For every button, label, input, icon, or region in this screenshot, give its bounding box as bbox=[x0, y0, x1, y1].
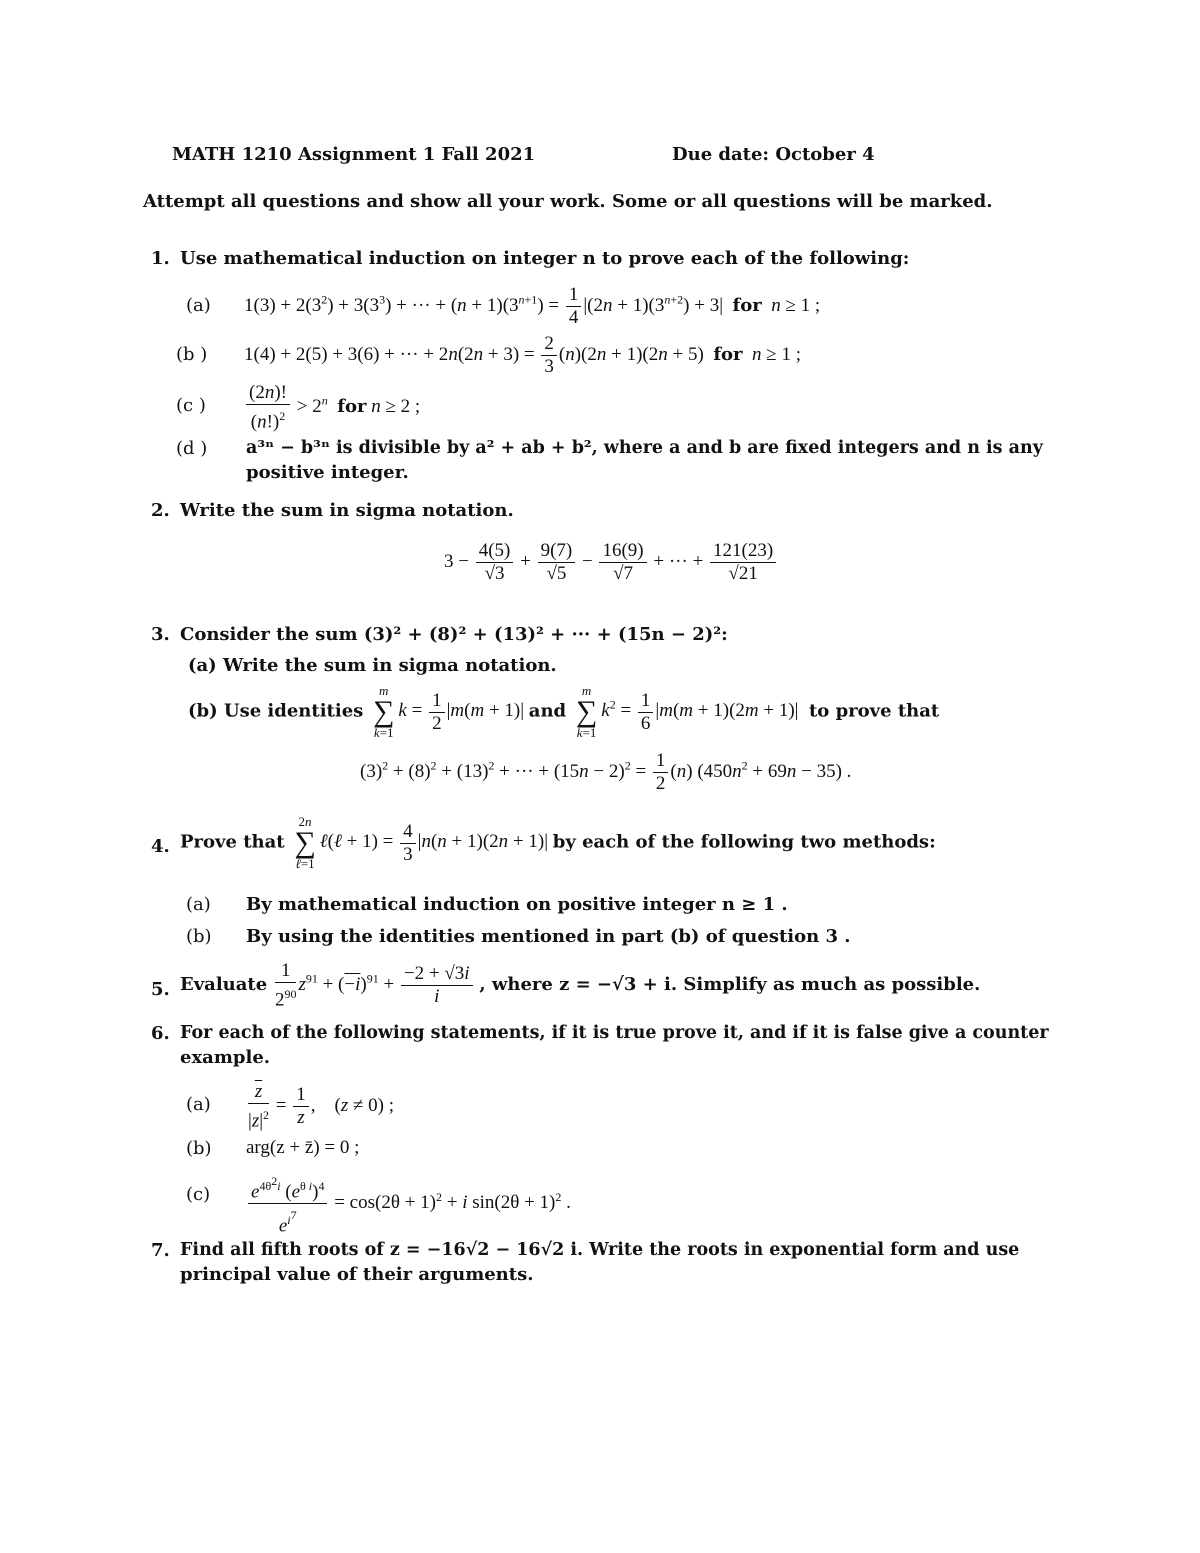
q6-number: 6. bbox=[151, 1023, 170, 1044]
q1b-label: (b ) bbox=[176, 344, 208, 365]
q4b-label: (b) bbox=[186, 926, 212, 947]
q7-number: 7. bbox=[151, 1240, 170, 1261]
q3a-text: (a) Write the sum in sigma notation. bbox=[188, 655, 557, 676]
q6-text-line2: example. bbox=[180, 1047, 271, 1068]
instructions: Attempt all questions and show all your work. Some or all questions will be marked. bbox=[143, 191, 993, 212]
q1a-label: (a) bbox=[186, 295, 211, 316]
q6c-label: (c) bbox=[186, 1184, 211, 1205]
q1a-formula: $1(3) + 2(3^2) + 3(3^3)$ + ··· + $(n + 1)(3^{n+1})$ = $\frac{1}{4}$ $|(2n + 1)(3^{n+2}) + 3|$ for n ≥ 1 ; bbox=[244, 284, 821, 328]
q6a-label: (a) bbox=[186, 1094, 211, 1115]
q2-series: 3 − $\frac{4(5)}{√3}$ + $\frac{9(7)}{√5}$ − $\frac{16(9)}{√7}$ + ··· + $\frac{121(23)}{√21}$ bbox=[444, 540, 778, 585]
q6-text-line1: For each of the following statements, if it is true prove it, and if it is false give a counter bbox=[180, 1023, 1049, 1043]
q4-line: Prove that 2n ∑ ℓ=1 ℓ(ℓ + 1) = $\frac{4}{3}$ |n(n + 1)(2n + 1)| by each of the following two methods: bbox=[180, 814, 936, 871]
q6a-formula: $\frac{\overline{z}}{|z|^2}$ = $\frac{1}{z}$ , (z ≠ 0) ; bbox=[248, 1081, 395, 1132]
q3-number: 3. bbox=[151, 624, 170, 645]
q4-prefix: Prove that bbox=[180, 831, 285, 853]
q5-suffix: , where z = −√3 + i. Simplify as much as possible. bbox=[479, 974, 981, 996]
q1-number: 1. bbox=[151, 248, 170, 269]
q3b-and: and bbox=[528, 700, 567, 722]
q4a-label: (a) bbox=[186, 894, 211, 915]
q7-text-line2: principal value of their arguments. bbox=[180, 1264, 534, 1285]
q6b-formula: arg(z + z̄) = 0 ; bbox=[246, 1137, 360, 1158]
q6c-formula: $\frac{e^{4\theta^2i} (e^{\theta i})^4}{e^{i^7}}$ = $\cos(2\theta + 1)^2 + i$ $\sin(2\theta + 1)^2$ . bbox=[246, 1170, 571, 1238]
q5-line: Evaluate $\frac{1}{2^{90}}$ $z^{91} + (-i)^{91}$ + $\frac{-2 + √3i}{i}$ , where z = −√3 + i. Simplify as much as possible. bbox=[180, 960, 981, 1011]
q4-number: 4. bbox=[151, 836, 170, 857]
q3b-prefix: (b) Use identities bbox=[188, 700, 364, 722]
q4-suffix: by each of the following two methods: bbox=[552, 831, 936, 853]
q4a-text: By mathematical induction on positive integer n ≥ 1 . bbox=[246, 894, 788, 915]
q1c-label: (c ) bbox=[176, 395, 206, 416]
q3b-line: (b) Use identities m ∑ k=1 k = $\frac{1}{2}$ |m(m + 1)| and m ∑ k=1 $k^2$ = $\frac{1}{6}$ |m(m + 1)(2m + 1)| to prove that bbox=[188, 683, 940, 740]
q3-prompt: Consider the sum (3)² + (8)² + (13)² + ··· + (15n − 2)²: bbox=[180, 624, 728, 645]
q1d-text-line2: positive integer. bbox=[246, 462, 409, 483]
q1-prompt: Use mathematical induction on integer n to prove each of the following: bbox=[180, 248, 910, 269]
q1b-formula: 1(4) + 2(5) + 3(6) + ··· + 2n(2n + 3) = $\frac{2}{3}$ (n)(2n + 1)(2n + 5) for n ≥ 1 ; bbox=[244, 333, 802, 377]
q3b-identity: $(3)^2 + (8)^2 + (13)^2$ + ··· + $(15n - 2)^2$ = $\frac{1}{2}$ (n) $(450n^2 + 69n - 35)$ . bbox=[360, 750, 852, 794]
due-date: Due date: October 4 bbox=[672, 144, 875, 165]
q2-prompt: Write the sum in sigma notation. bbox=[180, 500, 514, 521]
q5-prefix: Evaluate bbox=[180, 974, 268, 996]
q1c-formula: $\frac{(2n)!}{(n!)^2}$ > $2^n$ for n ≥ 2 ; bbox=[244, 382, 420, 433]
q3b-suffix: to prove that bbox=[808, 700, 940, 722]
q5-number: 5. bbox=[151, 979, 170, 1000]
q1d-label: (d ) bbox=[176, 438, 208, 459]
assignment-title: MATH 1210 Assignment 1 Fall 2021 bbox=[172, 144, 536, 165]
q4b-text: By using the identities mentioned in part (b) of question 3 . bbox=[246, 926, 851, 947]
q2-number: 2. bbox=[151, 500, 170, 521]
q7-text-line1: Find all fifth roots of z = −16√2 − 16√2 i. Write the roots in exponential form and use bbox=[180, 1240, 1020, 1260]
q6b-label: (b) bbox=[186, 1138, 212, 1159]
q1d-text-line1: a³ⁿ − b³ⁿ is divisible by a² + ab + b², where a and b are fixed integers and n is any bbox=[246, 438, 1043, 458]
